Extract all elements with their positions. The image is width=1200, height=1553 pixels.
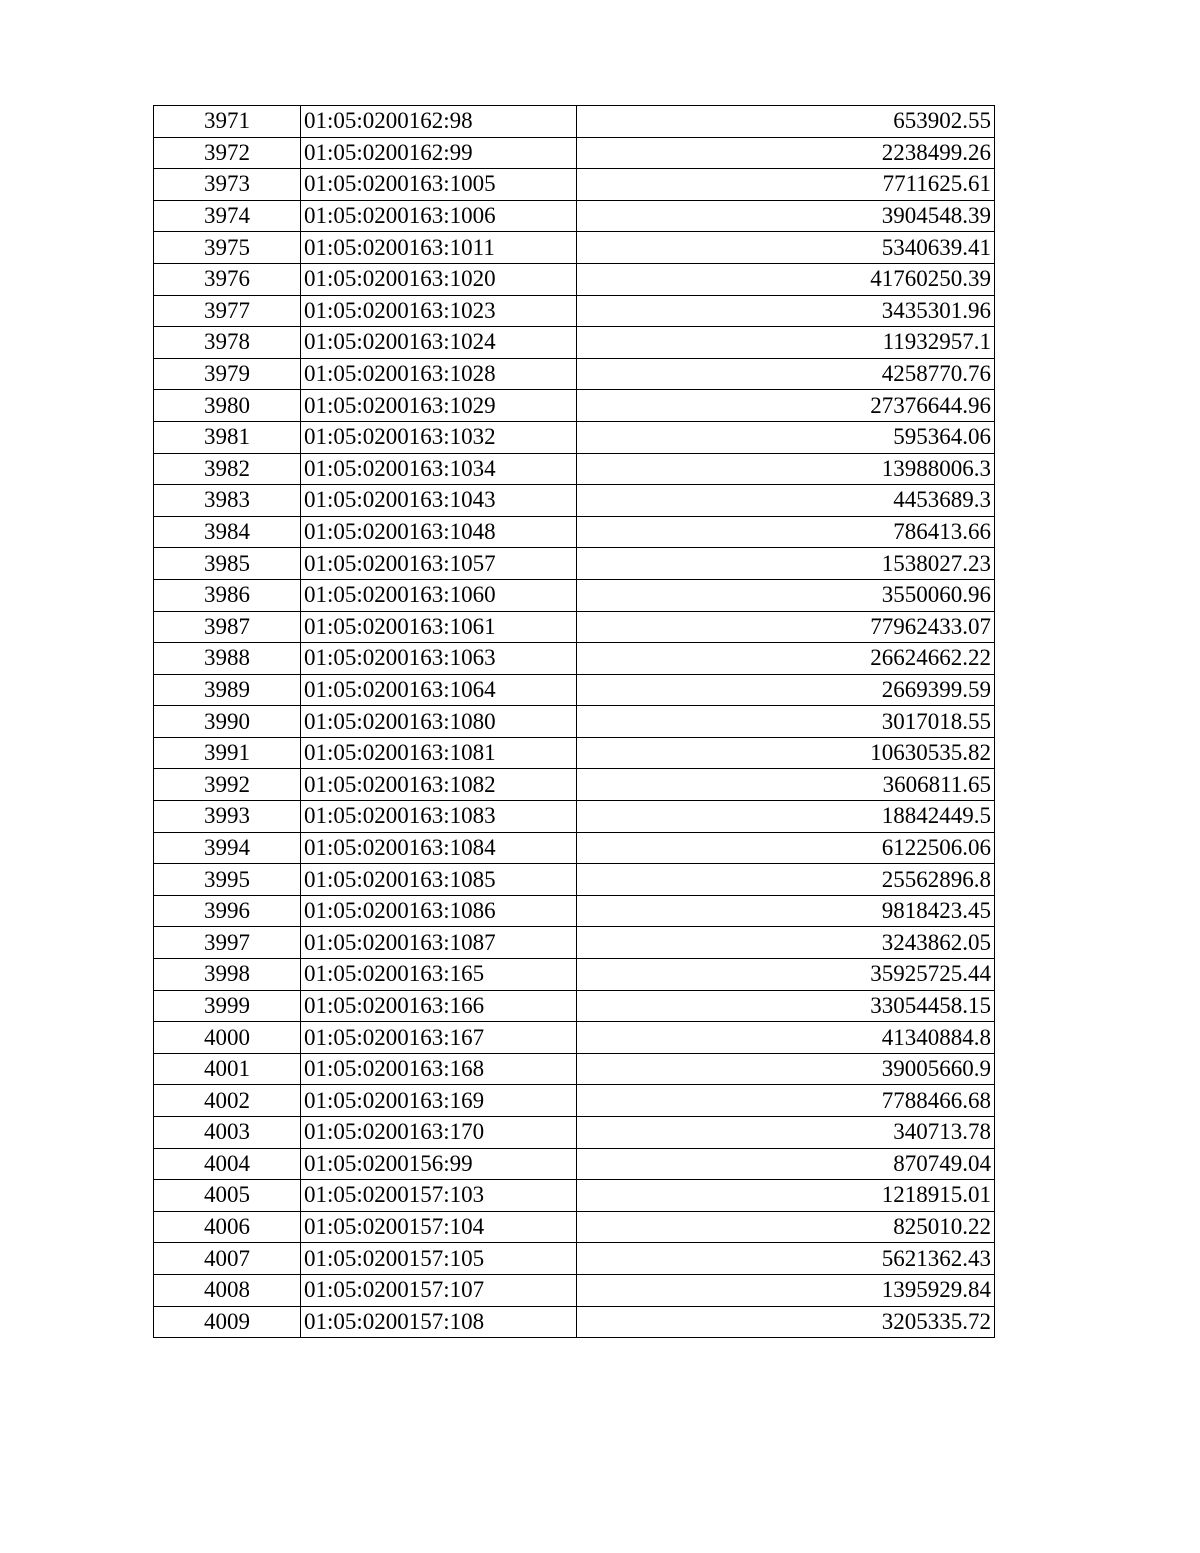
table-row — [154, 1274, 995, 1306]
row-number-cell: 3985 — [154, 548, 301, 580]
row-number-cell: 3983 — [154, 485, 301, 517]
row-number-cell: 3986 — [154, 579, 301, 611]
table-row — [154, 421, 995, 453]
table-row — [154, 1148, 995, 1180]
table-row — [154, 358, 995, 390]
table-row — [154, 769, 995, 801]
row-number-cell: 3980 — [154, 390, 301, 422]
cadastral-number-cell: 01:05:0200163:1080 — [301, 706, 577, 738]
value-cell: 3017018.55 — [577, 706, 995, 738]
row-number-cell: 3984 — [154, 516, 301, 548]
table-row — [154, 959, 995, 991]
data-table — [153, 105, 995, 1338]
row-number-cell: 4004 — [154, 1148, 301, 1180]
table-row — [154, 674, 995, 706]
row-number-cell: 4009 — [154, 1306, 301, 1338]
table-body — [154, 106, 995, 1338]
table-row — [154, 137, 995, 169]
row-number-cell: 4001 — [154, 1053, 301, 1085]
cadastral-number-cell: 01:05:0200163:1032 — [301, 421, 577, 453]
value-cell: 870749.04 — [577, 1148, 995, 1180]
row-number-cell: 3990 — [154, 706, 301, 738]
table-row — [154, 643, 995, 675]
table-row — [154, 169, 995, 201]
row-number-cell: 3978 — [154, 327, 301, 359]
cadastral-number-cell: 01:05:0200163:169 — [301, 1085, 577, 1117]
row-number-cell: 4005 — [154, 1180, 301, 1212]
row-number-cell: 3972 — [154, 137, 301, 169]
table-row — [154, 927, 995, 959]
row-number-cell: 3979 — [154, 358, 301, 390]
table-row — [154, 485, 995, 517]
cadastral-number-cell: 01:05:0200163:1063 — [301, 643, 577, 675]
row-number-cell: 3992 — [154, 769, 301, 801]
cadastral-number-cell: 01:05:0200163:1064 — [301, 674, 577, 706]
row-number-cell: 3971 — [154, 106, 301, 138]
row-number-cell: 3974 — [154, 200, 301, 232]
cadastral-number-cell: 01:05:0200163:1029 — [301, 390, 577, 422]
row-number-cell: 3981 — [154, 421, 301, 453]
table-row — [154, 990, 995, 1022]
value-cell: 3243862.05 — [577, 927, 995, 959]
table-row — [154, 200, 995, 232]
row-number-cell: 3999 — [154, 990, 301, 1022]
value-cell: 4453689.3 — [577, 485, 995, 517]
table-row — [154, 390, 995, 422]
row-number-cell: 3973 — [154, 169, 301, 201]
row-number-cell: 3976 — [154, 263, 301, 295]
value-cell: 1395929.84 — [577, 1274, 995, 1306]
table-row — [154, 1085, 995, 1117]
row-number-cell: 4000 — [154, 1022, 301, 1054]
value-cell: 3904548.39 — [577, 200, 995, 232]
row-number-cell: 4008 — [154, 1274, 301, 1306]
table-row — [154, 1306, 995, 1338]
table-row — [154, 516, 995, 548]
cadastral-number-cell: 01:05:0200163:1020 — [301, 263, 577, 295]
cadastral-number-cell: 01:05:0200163:1011 — [301, 232, 577, 264]
table-row — [154, 737, 995, 769]
row-number-cell: 3989 — [154, 674, 301, 706]
cadastral-number-cell: 01:05:0200163:1024 — [301, 327, 577, 359]
cadastral-number-cell: 01:05:0200157:105 — [301, 1243, 577, 1275]
value-cell: 13988006.3 — [577, 453, 995, 485]
value-cell: 3606811.65 — [577, 769, 995, 801]
table-row — [154, 1180, 995, 1212]
cadastral-number-cell: 01:05:0200163:1023 — [301, 295, 577, 327]
row-number-cell: 3995 — [154, 864, 301, 896]
row-number-cell: 3993 — [154, 801, 301, 833]
table-row — [154, 801, 995, 833]
value-cell: 5621362.43 — [577, 1243, 995, 1275]
value-cell: 10630535.82 — [577, 737, 995, 769]
cadastral-number-cell: 01:05:0200163:1060 — [301, 579, 577, 611]
row-number-cell: 3988 — [154, 643, 301, 675]
cadastral-number-cell: 01:05:0200163:170 — [301, 1117, 577, 1149]
table-row — [154, 864, 995, 896]
row-number-cell: 3982 — [154, 453, 301, 485]
value-cell: 1538027.23 — [577, 548, 995, 580]
value-cell: 2669399.59 — [577, 674, 995, 706]
value-cell: 786413.66 — [577, 516, 995, 548]
table-row — [154, 232, 995, 264]
cadastral-number-cell: 01:05:0200163:1043 — [301, 485, 577, 517]
cadastral-number-cell: 01:05:0200163:166 — [301, 990, 577, 1022]
cadastral-number-cell: 01:05:0200163:1087 — [301, 927, 577, 959]
table-row — [154, 327, 995, 359]
cadastral-number-cell: 01:05:0200163:1086 — [301, 895, 577, 927]
cadastral-number-cell: 01:05:0200162:99 — [301, 137, 577, 169]
value-cell: 595364.06 — [577, 421, 995, 453]
row-number-cell: 3977 — [154, 295, 301, 327]
table-row — [154, 1117, 995, 1149]
value-cell: 41760250.39 — [577, 263, 995, 295]
row-number-cell: 3997 — [154, 927, 301, 959]
table-row — [154, 579, 995, 611]
value-cell: 2238499.26 — [577, 137, 995, 169]
table-row — [154, 1022, 995, 1054]
value-cell: 33054458.15 — [577, 990, 995, 1022]
value-cell: 77962433.07 — [577, 611, 995, 643]
value-cell: 340713.78 — [577, 1117, 995, 1149]
value-cell: 18842449.5 — [577, 801, 995, 833]
cadastral-number-cell: 01:05:0200162:98 — [301, 106, 577, 138]
cadastral-number-cell: 01:05:0200163:168 — [301, 1053, 577, 1085]
table-row — [154, 453, 995, 485]
value-cell: 4258770.76 — [577, 358, 995, 390]
value-cell: 26624662.22 — [577, 643, 995, 675]
table-row — [154, 548, 995, 580]
cadastral-number-cell: 01:05:0200163:1083 — [301, 801, 577, 833]
cadastral-number-cell: 01:05:0200163:1028 — [301, 358, 577, 390]
table-row — [154, 1211, 995, 1243]
table-row — [154, 611, 995, 643]
cadastral-number-cell: 01:05:0200163:1006 — [301, 200, 577, 232]
row-number-cell: 4007 — [154, 1243, 301, 1275]
table-row — [154, 1053, 995, 1085]
value-cell: 35925725.44 — [577, 959, 995, 991]
value-cell: 7788466.68 — [577, 1085, 995, 1117]
cadastral-number-cell: 01:05:0200157:107 — [301, 1274, 577, 1306]
cadastral-number-cell: 01:05:0200157:108 — [301, 1306, 577, 1338]
table-row — [154, 1243, 995, 1275]
table-row — [154, 706, 995, 738]
value-cell: 41340884.8 — [577, 1022, 995, 1054]
cadastral-number-cell: 01:05:0200156:99 — [301, 1148, 577, 1180]
cadastral-number-cell: 01:05:0200163:1085 — [301, 864, 577, 896]
table-row — [154, 106, 995, 138]
value-cell: 6122506.06 — [577, 832, 995, 864]
table-row — [154, 895, 995, 927]
cadastral-number-cell: 01:05:0200157:103 — [301, 1180, 577, 1212]
value-cell: 825010.22 — [577, 1211, 995, 1243]
cadastral-number-cell: 01:05:0200163:1081 — [301, 737, 577, 769]
table-row — [154, 832, 995, 864]
cadastral-number-cell: 01:05:0200163:1048 — [301, 516, 577, 548]
cadastral-number-cell: 01:05:0200163:1005 — [301, 169, 577, 201]
cadastral-number-cell: 01:05:0200163:1082 — [301, 769, 577, 801]
cadastral-number-cell: 01:05:0200163:167 — [301, 1022, 577, 1054]
table-row — [154, 295, 995, 327]
cadastral-number-cell: 01:05:0200163:1084 — [301, 832, 577, 864]
row-number-cell: 3987 — [154, 611, 301, 643]
value-cell: 3205335.72 — [577, 1306, 995, 1338]
row-number-cell: 3998 — [154, 959, 301, 991]
row-number-cell: 3975 — [154, 232, 301, 264]
value-cell: 3550060.96 — [577, 579, 995, 611]
cadastral-number-cell: 01:05:0200157:104 — [301, 1211, 577, 1243]
row-number-cell: 3994 — [154, 832, 301, 864]
value-cell: 653902.55 — [577, 106, 995, 138]
value-cell: 11932957.1 — [577, 327, 995, 359]
table-row — [154, 263, 995, 295]
row-number-cell: 3991 — [154, 737, 301, 769]
value-cell: 25562896.8 — [577, 864, 995, 896]
value-cell: 1218915.01 — [577, 1180, 995, 1212]
row-number-cell: 4002 — [154, 1085, 301, 1117]
cadastral-number-cell: 01:05:0200163:1061 — [301, 611, 577, 643]
row-number-cell: 3996 — [154, 895, 301, 927]
value-cell: 5340639.41 — [577, 232, 995, 264]
value-cell: 27376644.96 — [577, 390, 995, 422]
value-cell: 7711625.61 — [577, 169, 995, 201]
cadastral-number-cell: 01:05:0200163:1057 — [301, 548, 577, 580]
cadastral-number-cell: 01:05:0200163:165 — [301, 959, 577, 991]
value-cell: 3435301.96 — [577, 295, 995, 327]
row-number-cell: 4003 — [154, 1117, 301, 1149]
value-cell: 9818423.45 — [577, 895, 995, 927]
row-number-cell: 4006 — [154, 1211, 301, 1243]
value-cell: 39005660.9 — [577, 1053, 995, 1085]
cadastral-number-cell: 01:05:0200163:1034 — [301, 453, 577, 485]
